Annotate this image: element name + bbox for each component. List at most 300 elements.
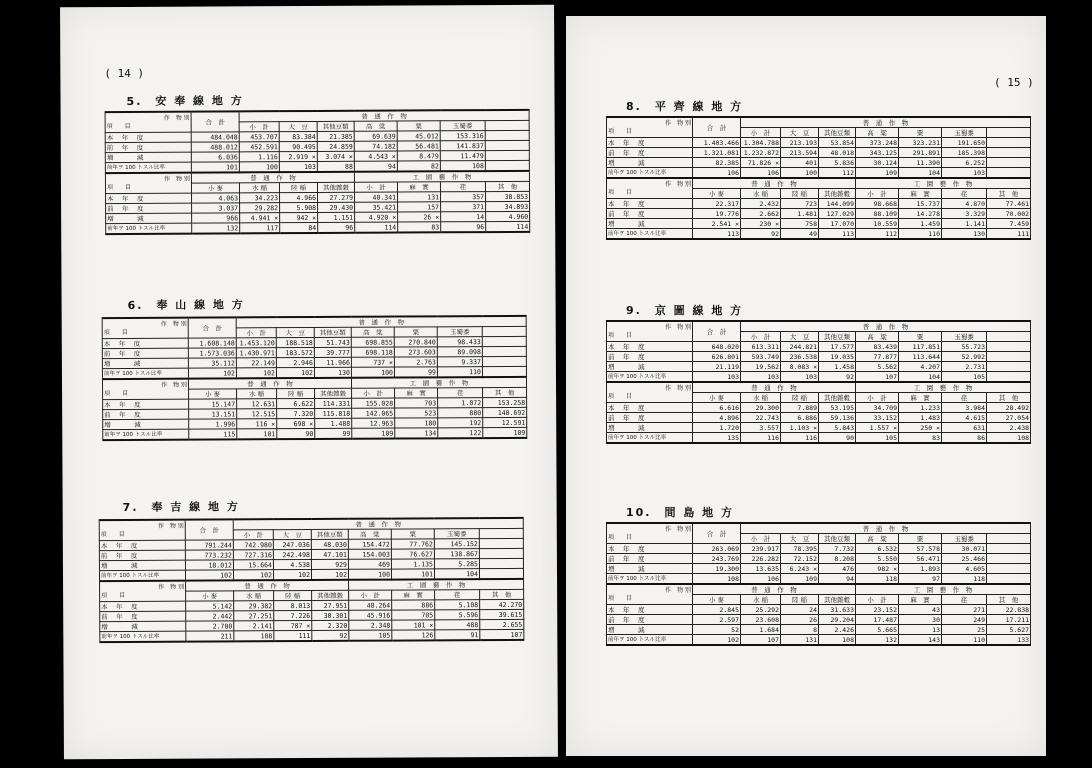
data-cell: 102 bbox=[185, 570, 233, 581]
corner-bottom-label: 項 目 bbox=[103, 328, 128, 336]
data-cell bbox=[987, 158, 1031, 168]
data-cell bbox=[485, 140, 529, 150]
data-cell: 105 bbox=[856, 433, 899, 444]
data-cell bbox=[482, 336, 526, 346]
data-cell: 22.838 bbox=[987, 605, 1031, 615]
column-header: 小 計 bbox=[354, 182, 397, 192]
data-cell: 1.103 × bbox=[781, 423, 819, 433]
corner-bottom-label: 項 目 bbox=[101, 591, 126, 599]
data-cell: 236.538 bbox=[781, 352, 819, 362]
corner-top-label: 作 物 別 bbox=[157, 522, 184, 530]
data-cell: 7.320 bbox=[277, 408, 315, 418]
row-label: 前年ヲ 100 トスル比率 bbox=[607, 168, 693, 179]
data-cell: 1.453.120 bbox=[236, 338, 276, 348]
row-label: 前 年 度 bbox=[99, 550, 185, 560]
data-cell: 104 bbox=[899, 372, 942, 383]
data-cell: 244.821 bbox=[781, 342, 819, 352]
data-cell: 102 bbox=[236, 368, 276, 379]
data-cell: 108 bbox=[234, 631, 274, 642]
corner-header bbox=[607, 117, 693, 138]
section-title: 5. 安 奉 線 地 方 bbox=[126, 94, 244, 108]
data-cell: 11.479 bbox=[440, 151, 485, 161]
data-cell: 77.877 bbox=[856, 352, 899, 362]
data-cell: 2.426 bbox=[819, 625, 856, 635]
column-header: 小 計 bbox=[741, 332, 781, 342]
column-header: 麻 實 bbox=[392, 590, 435, 600]
data-cell: 1.232.872 bbox=[741, 148, 781, 158]
data-cell: 773.232 bbox=[185, 550, 233, 560]
data-cell: 38.853 bbox=[486, 191, 530, 201]
section-title: 8. 平 齊 線 地 方 bbox=[626, 100, 744, 113]
data-cell: 25.292 bbox=[741, 605, 781, 615]
corner-top-label: 作 物 別 bbox=[665, 525, 691, 533]
column-header: 其 他 bbox=[483, 387, 527, 397]
data-cell: 24 bbox=[781, 605, 819, 615]
column-header: 其他雜穀 bbox=[819, 595, 856, 605]
data-cell: 17.487 bbox=[856, 615, 899, 625]
data-cell: 723 bbox=[781, 199, 819, 209]
data-cell: 109 bbox=[483, 427, 527, 438]
group-header: 普 通 作 物 bbox=[233, 518, 523, 530]
corner-bottom-label: 項 目 bbox=[608, 188, 633, 196]
data-cell: 2.662 bbox=[741, 209, 781, 219]
corner-header bbox=[105, 173, 191, 194]
data-cell: 34.893 bbox=[486, 201, 530, 211]
data-cell: 39.777 bbox=[314, 347, 351, 357]
group-header: 工 園 藝 作 物 bbox=[856, 178, 1031, 189]
column-header: 麻 實 bbox=[397, 182, 440, 192]
column-header: 其他豆類 bbox=[819, 128, 856, 138]
data-cell: 114 bbox=[486, 221, 530, 232]
data-cell: 107 bbox=[480, 629, 524, 640]
row-label: 前 年 度 bbox=[106, 203, 192, 213]
column-header: 其他豆類 bbox=[819, 332, 856, 342]
data-cell: 83.384 bbox=[279, 131, 317, 141]
column-header: 其他豆類 bbox=[314, 327, 351, 337]
column-header: 小 計 bbox=[233, 530, 273, 540]
corner-top-label: 作 物 別 bbox=[665, 119, 691, 127]
data-cell: 47.101 bbox=[311, 549, 348, 559]
data-cell: 2.348 bbox=[349, 620, 392, 630]
column-header: 麻 實 bbox=[899, 189, 942, 199]
corner-header bbox=[100, 581, 186, 602]
column-header: 水 稲 bbox=[741, 595, 781, 605]
row-label: 前年ヲ 100 トスル比率 bbox=[607, 229, 693, 240]
data-cell: 5.285 bbox=[434, 559, 479, 569]
group-header: 普 通 作 物 bbox=[741, 523, 1031, 534]
data-cell: 2.320 bbox=[312, 620, 349, 630]
data-cell: 5.108 bbox=[435, 600, 480, 610]
data-cell: 154.003 bbox=[348, 549, 391, 559]
data-cell: 4.615 bbox=[942, 413, 987, 423]
data-cell: 108 bbox=[440, 161, 485, 172]
data-cell bbox=[479, 548, 523, 558]
data-cell: 29.382 bbox=[234, 601, 274, 611]
column-header: 荏 bbox=[435, 590, 480, 600]
column-header: 玉蜀黍 bbox=[437, 327, 482, 337]
data-cell bbox=[987, 564, 1031, 574]
column-header: 高 粱 bbox=[856, 128, 899, 138]
column-header: 荏 bbox=[942, 595, 987, 605]
crop-table bbox=[606, 522, 1030, 646]
column-header: 其 他 bbox=[987, 189, 1031, 199]
data-cell: 59.136 bbox=[819, 413, 856, 423]
data-cell: 103 bbox=[781, 372, 819, 383]
column-header: 高 粱 bbox=[856, 534, 899, 544]
data-cell: 53.195 bbox=[819, 403, 856, 413]
column-header: 大 豆 bbox=[276, 327, 314, 337]
data-cell: 2.141 bbox=[234, 621, 274, 631]
data-cell: 104 bbox=[899, 168, 942, 179]
corner-top-label: 作 物 別 bbox=[163, 114, 190, 122]
crop-table bbox=[606, 320, 1030, 444]
row-label: 増 減 bbox=[607, 158, 693, 168]
data-cell: 28.492 bbox=[987, 403, 1031, 413]
column-header bbox=[485, 120, 529, 130]
row-label: 前 年 度 bbox=[607, 209, 693, 219]
data-cell: 4.605 bbox=[942, 564, 987, 574]
data-cell: 727.316 bbox=[233, 550, 273, 560]
data-cell: 4.960 bbox=[486, 211, 530, 221]
data-cell: 133 bbox=[987, 635, 1031, 646]
data-cell: 371 bbox=[441, 202, 486, 212]
column-header bbox=[987, 332, 1031, 342]
column-header: 大 豆 bbox=[781, 128, 819, 138]
data-cell: 52.992 bbox=[942, 352, 987, 362]
data-cell: 112 bbox=[856, 229, 899, 240]
data-cell bbox=[485, 160, 529, 171]
column-header: 大 豆 bbox=[273, 529, 311, 539]
group-header: 普 通 作 物 bbox=[693, 178, 856, 189]
column-header: 荏 bbox=[440, 182, 485, 192]
data-cell: 8 bbox=[781, 625, 819, 635]
data-cell: 698 × bbox=[277, 418, 315, 428]
page-number: ( 15 ) bbox=[994, 76, 1034, 89]
data-cell: 484.048 bbox=[191, 132, 239, 142]
data-cell: 191.650 bbox=[942, 138, 987, 148]
row-label: 前年ヲ 100 トスル比率 bbox=[607, 372, 693, 383]
column-header: 其他豆類 bbox=[317, 121, 354, 131]
row-label: 増 減 bbox=[106, 213, 192, 223]
total-header: 合 計 bbox=[188, 317, 236, 338]
data-cell: 97 bbox=[899, 574, 942, 585]
data-cell: 7.459 bbox=[987, 219, 1031, 229]
data-cell: 15.737 bbox=[899, 199, 942, 209]
data-cell: 6.243 × bbox=[781, 564, 819, 574]
data-cell: 1.573.036 bbox=[188, 348, 236, 358]
data-cell: 144.099 bbox=[819, 199, 856, 209]
row-label: 前年ヲ 100 トスル比率 bbox=[103, 429, 189, 440]
data-cell: 113.644 bbox=[899, 352, 942, 362]
total-header: 合 計 bbox=[693, 321, 741, 342]
row-label: 前年ヲ 100 トスル比率 bbox=[105, 162, 191, 173]
data-cell: 102 bbox=[276, 367, 314, 378]
row-label: 本 年 度 bbox=[607, 544, 693, 554]
data-cell: 99 bbox=[315, 428, 352, 439]
column-header: 水 稲 bbox=[741, 189, 781, 199]
data-cell bbox=[482, 356, 526, 366]
data-cell: 4.538 bbox=[273, 559, 311, 569]
data-cell bbox=[987, 342, 1031, 352]
column-header: 高 粱 bbox=[351, 327, 394, 337]
data-cell: 69.639 bbox=[354, 131, 397, 141]
row-label: 増 減 bbox=[607, 625, 693, 635]
row-label: 増 減 bbox=[607, 564, 693, 574]
data-cell bbox=[482, 346, 526, 356]
row-label: 増 減 bbox=[102, 358, 188, 368]
data-cell: 613.311 bbox=[741, 342, 781, 352]
data-cell: 27.054 bbox=[987, 413, 1031, 423]
data-cell: 103 bbox=[693, 372, 741, 383]
data-cell: 89.098 bbox=[437, 347, 482, 357]
data-cell: 13.151 bbox=[189, 409, 237, 419]
data-cell: 30 bbox=[899, 615, 942, 625]
data-cell: 2.763 bbox=[394, 357, 437, 367]
data-cell: 2.700 bbox=[186, 621, 234, 631]
row-label: 増 減 bbox=[607, 423, 693, 433]
column-header: 小 計 bbox=[236, 328, 276, 338]
data-cell: 247.036 bbox=[273, 539, 311, 549]
column-header: 小 麥 bbox=[693, 189, 741, 199]
data-cell: 469 bbox=[348, 559, 391, 569]
data-cell: 10.559 bbox=[856, 219, 899, 229]
row-label: 本 年 度 bbox=[607, 342, 693, 352]
total-header: 合 計 bbox=[185, 519, 233, 540]
data-cell: 1.481 bbox=[781, 209, 819, 219]
data-cell: 180 bbox=[395, 418, 438, 428]
data-cell: 34.223 bbox=[240, 193, 280, 203]
data-cell: 22.317 bbox=[693, 199, 741, 209]
row-label: 前 年 度 bbox=[607, 148, 693, 158]
row-label: 増 減 bbox=[607, 219, 693, 229]
data-cell bbox=[479, 568, 523, 579]
section-title: 6. 奉 山 線 地 方 bbox=[127, 298, 245, 312]
group-header: 普 通 作 物 bbox=[741, 117, 1031, 128]
data-cell: 9.337 bbox=[437, 357, 482, 367]
data-cell: 42.270 bbox=[480, 599, 524, 609]
data-cell: 1.684 bbox=[741, 625, 781, 635]
data-cell: 791.244 bbox=[185, 540, 233, 550]
column-header bbox=[482, 326, 526, 336]
data-cell: 226.282 bbox=[741, 554, 781, 564]
data-cell: 90.495 bbox=[279, 141, 317, 151]
data-cell: 110 bbox=[437, 367, 482, 378]
corner-top-label: 作 物 別 bbox=[665, 586, 691, 594]
data-cell: 100 bbox=[351, 367, 394, 378]
crop-table bbox=[606, 116, 1030, 240]
data-cell: 2.919 × bbox=[279, 151, 317, 161]
data-cell: 106 bbox=[693, 168, 741, 179]
data-cell: 117.851 bbox=[899, 342, 942, 352]
data-cell: 31.633 bbox=[819, 605, 856, 615]
column-header: 玉蜀黍 bbox=[942, 332, 987, 342]
data-cell: 239.917 bbox=[741, 544, 781, 554]
data-cell: 13 bbox=[899, 625, 942, 635]
corner-top-label: 作 物 別 bbox=[158, 583, 185, 591]
corner-bottom-label: 項 目 bbox=[608, 392, 633, 400]
data-cell: 135 bbox=[693, 433, 741, 444]
column-header bbox=[479, 528, 523, 538]
corner-header bbox=[607, 178, 693, 199]
data-cell bbox=[482, 366, 526, 377]
data-cell: 122 bbox=[438, 428, 483, 439]
data-cell: 2.946 bbox=[276, 357, 314, 367]
column-header: 大 豆 bbox=[781, 332, 819, 342]
data-cell: 114.331 bbox=[315, 398, 352, 408]
data-cell: 134 bbox=[395, 428, 438, 439]
data-cell: 1.304.788 bbox=[741, 138, 781, 148]
corner-bottom-label: 項 目 bbox=[104, 389, 129, 397]
data-cell: 758 bbox=[781, 219, 819, 229]
data-cell: 488 bbox=[435, 620, 480, 630]
data-cell: 705 bbox=[392, 610, 435, 620]
data-cell: 5.596 bbox=[435, 610, 480, 620]
corner-top-label: 作 物 別 bbox=[160, 320, 187, 328]
data-cell: 103 bbox=[741, 372, 781, 383]
data-cell: 94 bbox=[354, 161, 397, 172]
data-cell: 140.692 bbox=[483, 407, 527, 417]
data-cell: 271 bbox=[942, 605, 987, 615]
data-cell: 76.627 bbox=[391, 549, 434, 559]
column-header: 其他雜穀 bbox=[312, 590, 349, 600]
column-header: 小 麥 bbox=[693, 595, 741, 605]
data-cell: 15.664 bbox=[233, 560, 273, 570]
column-header: 荏 bbox=[942, 189, 987, 199]
data-cell: 130 bbox=[314, 367, 351, 378]
data-cell: 84 bbox=[280, 222, 318, 233]
group-header: 普 通 作 物 bbox=[191, 172, 354, 183]
corner-top-label: 作 物 別 bbox=[665, 323, 691, 331]
crop-table bbox=[102, 315, 527, 441]
data-cell: 21.385 bbox=[317, 131, 354, 141]
column-header: 小 計 bbox=[741, 534, 781, 544]
data-cell bbox=[987, 352, 1031, 362]
corner-header bbox=[105, 112, 191, 133]
data-cell: 118 bbox=[856, 574, 899, 585]
data-cell: 115 bbox=[189, 429, 237, 440]
data-cell: 92 bbox=[819, 372, 856, 383]
data-cell: 52 bbox=[693, 625, 741, 635]
data-cell: 1.557 × bbox=[856, 423, 899, 433]
column-header: 粟 bbox=[397, 121, 440, 131]
data-cell: 4.870 bbox=[942, 199, 987, 209]
column-header: 粟 bbox=[899, 128, 942, 138]
data-cell: 1.141 bbox=[942, 219, 987, 229]
data-cell: 742.980 bbox=[233, 540, 273, 550]
data-cell: 1.459 bbox=[899, 219, 942, 229]
data-cell: 143 bbox=[899, 635, 942, 646]
data-cell: 13.635 bbox=[741, 564, 781, 574]
data-cell: 1.151 bbox=[318, 212, 355, 222]
data-cell: 90 bbox=[277, 428, 315, 439]
column-header: 玉蜀黍 bbox=[434, 529, 479, 539]
column-header: 陸 稲 bbox=[274, 590, 312, 600]
data-cell: 35.112 bbox=[188, 358, 236, 368]
data-cell: 107 bbox=[741, 635, 781, 646]
data-cell: 92 bbox=[741, 229, 781, 240]
data-cell: 323.231 bbox=[899, 138, 942, 148]
column-header: 陸 稲 bbox=[277, 388, 315, 398]
data-cell bbox=[987, 138, 1031, 148]
data-cell: 51.743 bbox=[314, 337, 351, 347]
row-label: 前 年 度 bbox=[102, 348, 188, 358]
data-cell: 83 bbox=[899, 433, 942, 444]
column-header: 小 麥 bbox=[191, 183, 239, 193]
column-header: 高 粱 bbox=[856, 332, 899, 342]
data-cell: 12.631 bbox=[237, 399, 277, 409]
column-header: 其他豆類 bbox=[819, 534, 856, 544]
data-cell: 249 bbox=[942, 615, 987, 625]
corner-bottom-label: 項 目 bbox=[608, 127, 633, 135]
row-label: 前 年 度 bbox=[607, 413, 693, 423]
data-cell bbox=[485, 150, 529, 160]
column-header: 玉蜀黍 bbox=[942, 534, 987, 544]
data-cell: 7.226 bbox=[274, 610, 312, 620]
column-header: 粟 bbox=[899, 332, 942, 342]
data-cell: 103 bbox=[279, 161, 317, 172]
column-header: 其他雜穀 bbox=[317, 182, 354, 192]
group-header: 普 通 作 物 bbox=[693, 584, 856, 595]
data-cell: 181 × bbox=[392, 620, 435, 630]
data-cell: 106 bbox=[741, 168, 781, 179]
data-cell: 102 bbox=[311, 569, 348, 580]
data-cell: 3.329 bbox=[942, 209, 987, 219]
corner-header bbox=[607, 321, 693, 342]
data-cell: 132 bbox=[192, 223, 240, 234]
data-cell: 82.385 bbox=[693, 158, 741, 168]
data-cell: 211 bbox=[186, 631, 234, 642]
data-cell: 102 bbox=[233, 570, 273, 581]
data-cell bbox=[987, 554, 1031, 564]
data-cell: 250 × bbox=[899, 423, 942, 433]
data-cell: 127.029 bbox=[819, 209, 856, 219]
data-cell: 49 bbox=[781, 229, 819, 240]
data-cell: 7.732 bbox=[819, 544, 856, 554]
data-cell: 787 × bbox=[274, 620, 312, 630]
section-title: 9. 京 圖 線 地 方 bbox=[626, 304, 744, 317]
data-cell: 188.518 bbox=[276, 337, 314, 347]
data-cell: 23.608 bbox=[741, 615, 781, 625]
column-header: 其他雜穀 bbox=[819, 189, 856, 199]
data-cell: 83 bbox=[398, 222, 441, 233]
data-cell: 96 bbox=[441, 222, 486, 233]
group-header: 普 通 作 物 bbox=[239, 110, 529, 122]
data-cell: 648.020 bbox=[693, 342, 741, 352]
data-cell: 88.109 bbox=[856, 209, 899, 219]
data-cell: 476 bbox=[819, 564, 856, 574]
data-cell: 109 bbox=[781, 574, 819, 585]
data-cell: 1.488 bbox=[315, 418, 352, 428]
data-cell: 103 bbox=[942, 168, 987, 179]
data-cell: 22.149 bbox=[236, 358, 276, 368]
data-cell: 155.028 bbox=[352, 398, 395, 408]
column-header: 大 豆 bbox=[279, 121, 317, 131]
data-cell: 5.665 bbox=[856, 625, 899, 635]
data-cell: 82 bbox=[397, 161, 440, 172]
column-header: 荏 bbox=[942, 393, 987, 403]
data-cell: 56.471 bbox=[899, 554, 942, 564]
data-cell: 118 bbox=[942, 574, 987, 585]
data-cell: 77.461 bbox=[987, 199, 1031, 209]
column-header: 水 稲 bbox=[741, 393, 781, 403]
data-cell: 6.532 bbox=[856, 544, 899, 554]
data-cell: 4.896 bbox=[693, 413, 741, 423]
data-cell: 88 bbox=[317, 161, 354, 172]
data-cell: 96 bbox=[318, 222, 355, 233]
data-cell: 45.916 bbox=[349, 610, 392, 620]
row-label: 前 年 度 bbox=[103, 409, 189, 419]
column-header: 小 計 bbox=[856, 595, 899, 605]
